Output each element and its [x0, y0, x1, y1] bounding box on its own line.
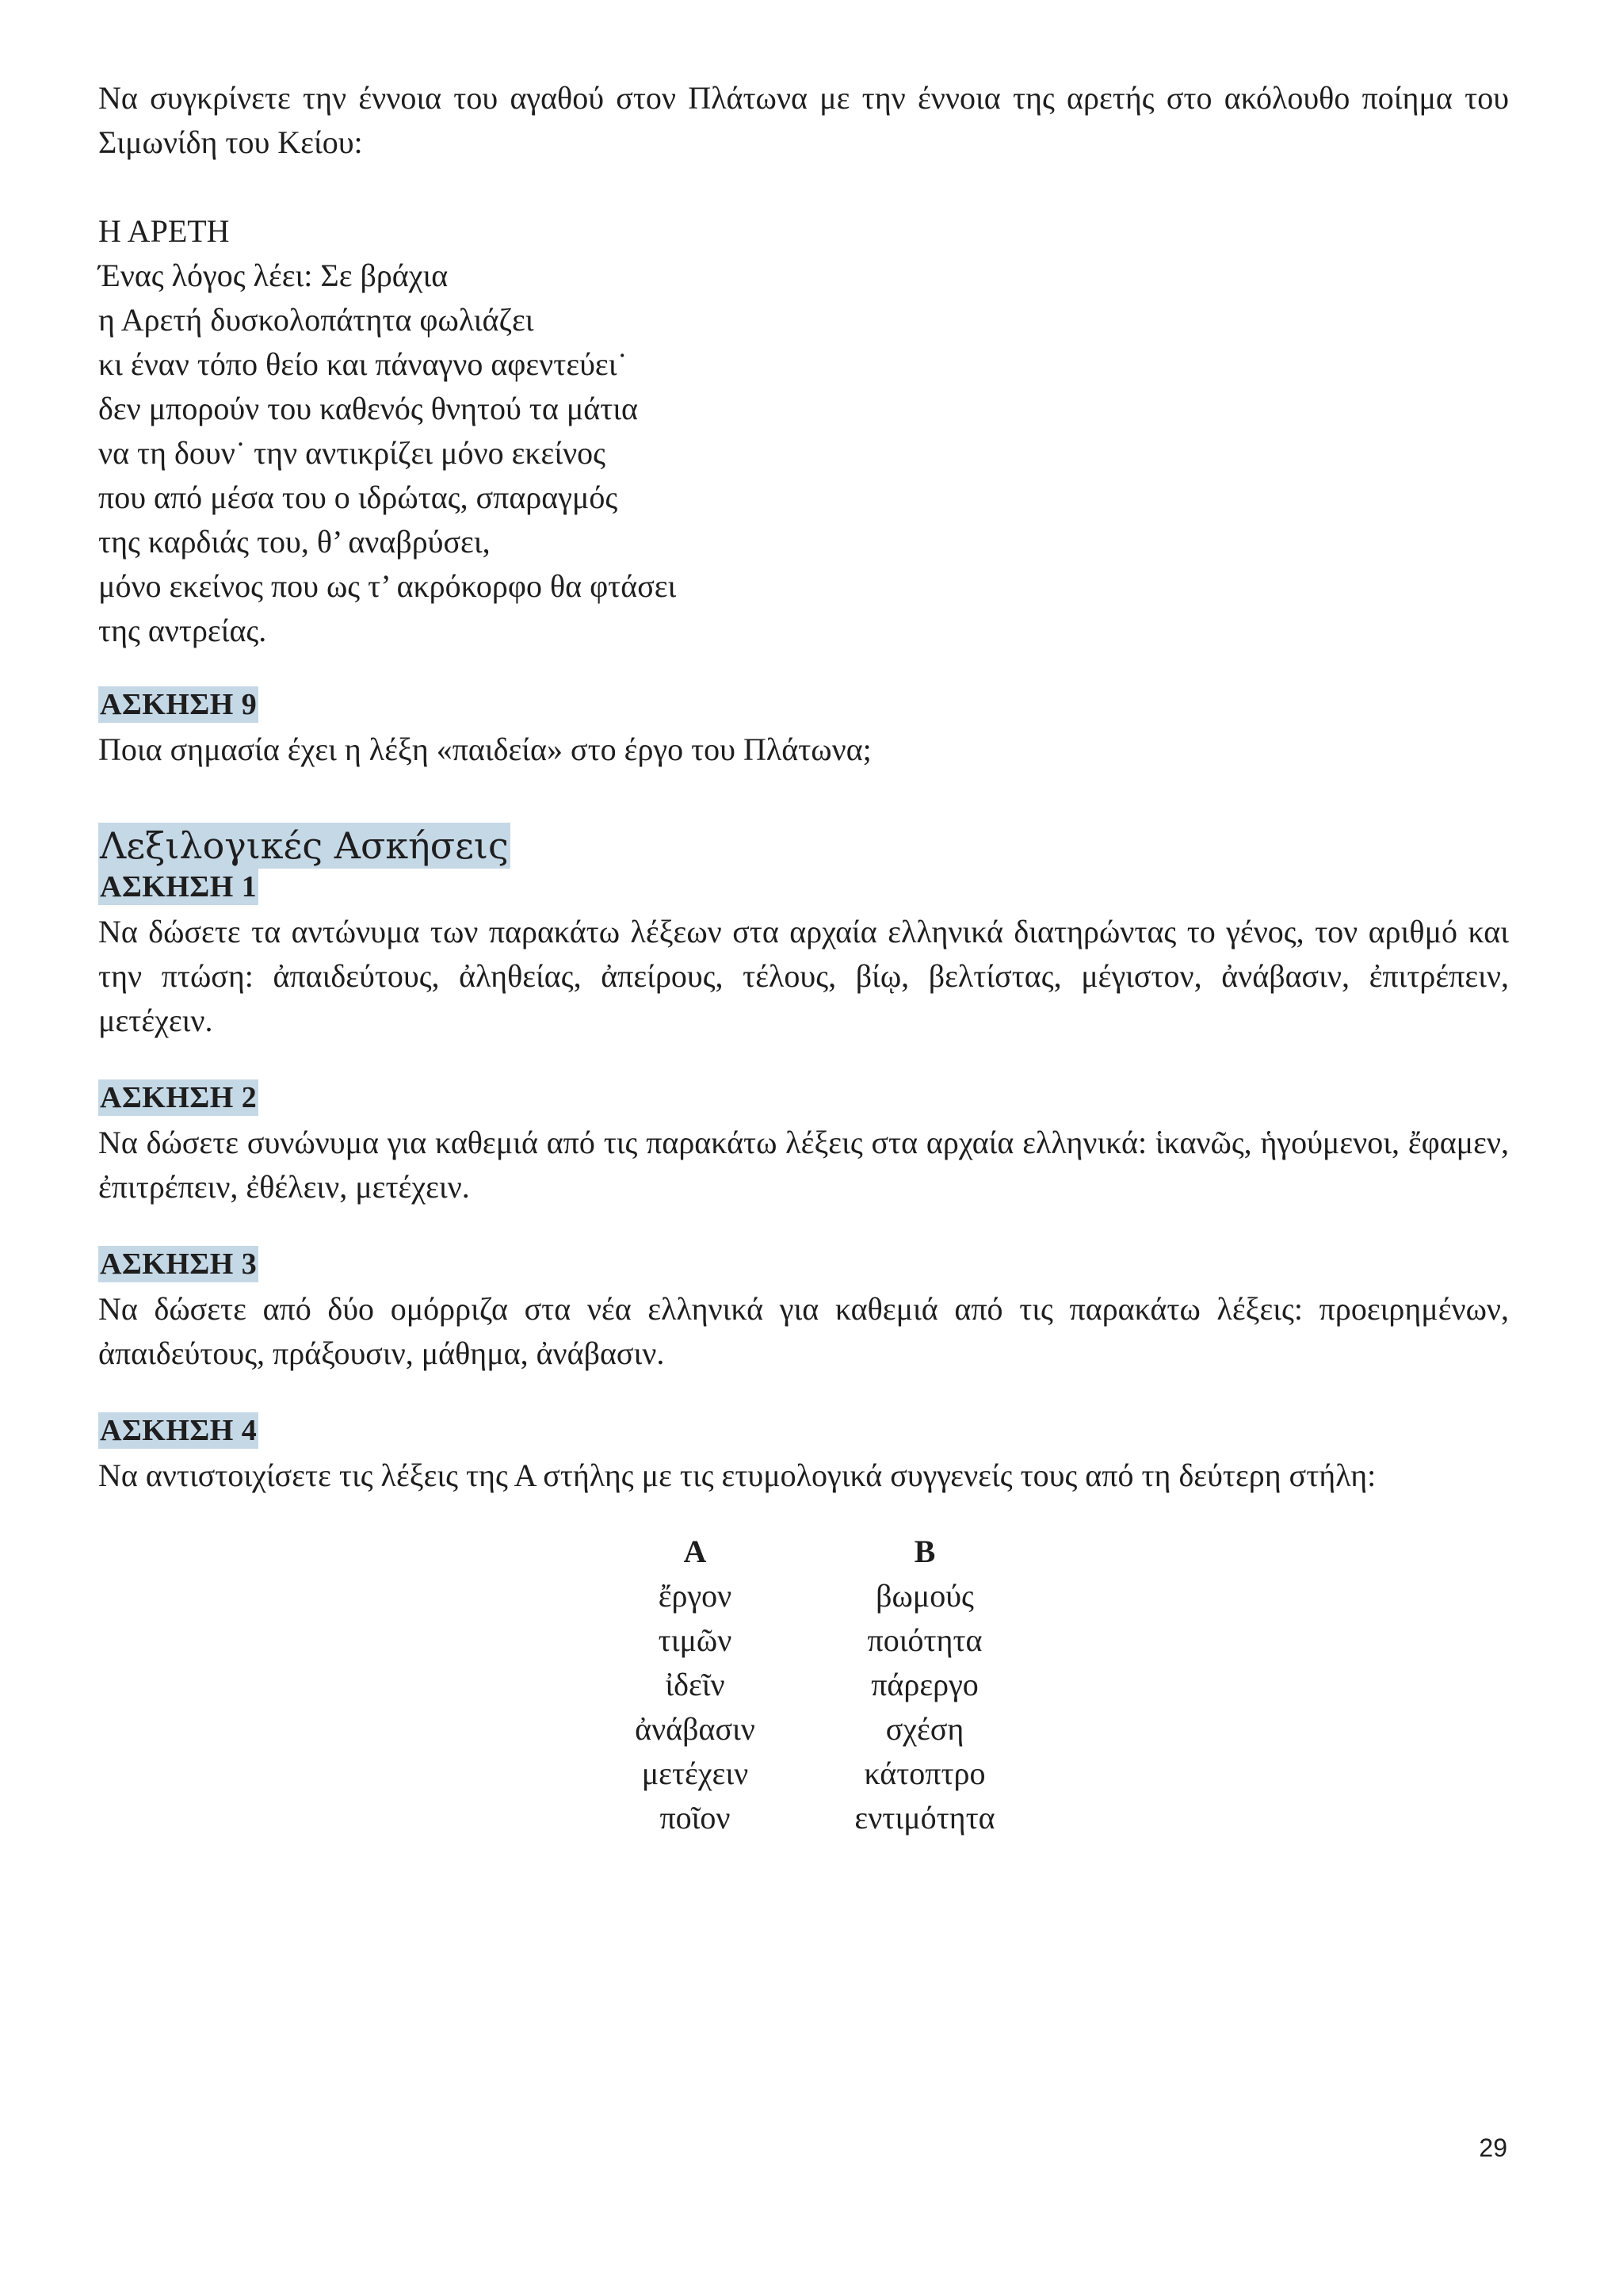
vocabulary-section [98, 808, 1509, 1840]
column-b-word: σχέση [885, 1711, 964, 1747]
column-b-header: Β [914, 1534, 936, 1569]
column-a [608, 1530, 782, 1840]
column-a-word: τιμῶν [658, 1622, 732, 1658]
poem-line: Ένας λόγος λέει: Σε βράχια [98, 258, 449, 293]
poem-line: δεν μπορούν του καθενός θνητού τα μάτια [98, 391, 639, 426]
column-b-word: εντιμότητα [854, 1800, 995, 1836]
poem-line: της καρδιάς του, θ’ αναβρύσει, [98, 524, 491, 560]
poem-line: η Αρετή δυσκολοπάτητα φωλιάζει [98, 302, 534, 338]
column-b-word: πάρεργο [871, 1667, 979, 1702]
column-b [782, 1530, 1067, 1840]
page-number: 29 [1479, 2134, 1507, 2162]
vocab-exercise-1 [98, 869, 1509, 1043]
exercise-heading: ΑΣΚΗΣΗ 3 [100, 1247, 258, 1281]
poem-title: Η ΑΡΕΤΗ [98, 213, 230, 249]
intro-paragraph: Να συγκρίνετε την έννοια του αγαθού στον Πλάτωνα με την έννοια της αρετής στο ακόλουθο ποίημα του Σιμωνίδη του Κείου: [98, 80, 1509, 160]
column-a-word: ἔργον [658, 1578, 732, 1614]
exercise-heading: ΑΣΚΗΣΗ 2 [100, 1081, 258, 1114]
exercise-text: Να δώσετε τα αντώνυμα των παρακάτω λέξεων στα αρχαία ελληνικά διατηρώντας το γένος, τον αριθμό και την πτώση: ἀπαιδεύτους, ἀληθείας, ἀπείρους, τέλους, βίῳ, βελτίστας, μέγιστον, ἀνάβασιν, ἐπιτρέπειν, μετέχειν. [98, 914, 1509, 1038]
poem-line: της αντρείας. [98, 613, 267, 648]
exercise-9 [98, 686, 1509, 772]
exercise-text: Να δώσετε από δύο ομόρριζα στα νέα ελληνικά για καθεμιά από τις παρακάτω λέξεις: προειρημένων, ἀπαιδεύτους, πράξουσιν, μάθημα, ἀνάβασιν. [98, 1291, 1509, 1371]
exercise-text: Ποια σημασία έχει η λέξη «παιδεία» στο έργο του Πλάτωνα; [98, 732, 872, 767]
matching-table [608, 1530, 1067, 1840]
poem-line: που από μέσα του ο ιδρώτας, σπαραγμός [98, 479, 618, 515]
column-a-word: ποῖον [659, 1800, 731, 1836]
vocab-exercise-2 [98, 1079, 1509, 1209]
column-a-word: ἀνάβασιν [635, 1711, 755, 1747]
column-b-word: ποιότητα [867, 1622, 983, 1658]
vocab-exercise-4 [98, 1412, 1509, 1840]
exercise-text: Να δώσετε συνώνυμα για καθεμιά από τις παρακάτω λέξεις στα αρχαία ελληνικά: ἱκανῶς, ἡγούμενοι, ἔφαμεν, ἐπιτρέπειν, ἐθέλειν, μετέχειν. [98, 1125, 1509, 1205]
exercise-heading: ΑΣΚΗΣΗ 1 [100, 870, 258, 904]
exercise-text: Να αντιστοιχίσετε τις λέξεις της Α στήλης με τις ετυμολογικά συγγενείς τους από τη δεύτερη στήλη: [98, 1457, 1377, 1493]
poem-line: κι έναν τόπο θείο και πάναγνο αφεντεύει˙ [98, 346, 628, 382]
column-a-word: μετέχειν [641, 1755, 749, 1791]
exercise-heading: ΑΣΚΗΣΗ 4 [100, 1414, 258, 1447]
section-title: Λεξιλογικές Ασκήσεις [100, 824, 509, 867]
poem [98, 209, 1509, 653]
document-page [98, 76, 1509, 1877]
vocab-exercise-3 [98, 1246, 1509, 1376]
column-b-word: κάτοπτρο [864, 1755, 986, 1791]
column-a-header: Α [683, 1534, 707, 1569]
exercise-heading: ΑΣΚΗΣΗ 9 [100, 688, 258, 721]
column-b-word: βωμούς [876, 1578, 974, 1614]
poem-line: να τη δουν˙ την αντικρίζει μόνο εκείνος [98, 435, 606, 471]
column-a-word: ἰδεῖν [665, 1667, 725, 1702]
poem-line: μόνο εκείνος που ως τ’ ακρόκορφο θα φτάσει [98, 568, 677, 604]
